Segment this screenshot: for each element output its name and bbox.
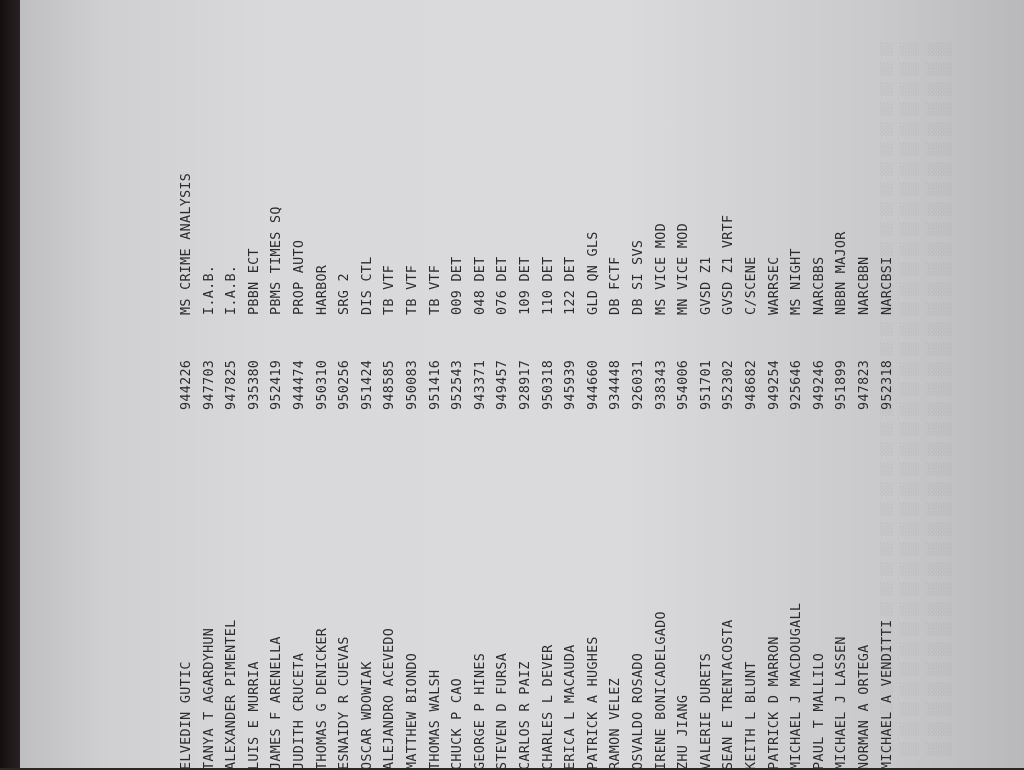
officer-name: THOMAS WALSH — [427, 669, 443, 770]
roster-row — [515, 150, 537, 770]
unit-assignment: 009 DET — [450, 256, 466, 315]
officer-name: THOMAS G DENICKER — [314, 627, 330, 770]
tax-number: 949246 — [811, 359, 827, 410]
officer-name: JAMES F ARENELLA — [269, 636, 285, 770]
tax-number: 948682 — [744, 359, 759, 410]
tax-number: 951899 — [834, 359, 850, 410]
unit-assignment: TB VTF — [382, 264, 398, 315]
tax-number: 938343 — [653, 359, 669, 410]
officer-name: CHARLES L DEVER — [540, 644, 556, 770]
roster-row — [447, 150, 469, 770]
tax-number: 952419 — [269, 359, 285, 410]
unit-assignment: SRG 2 — [337, 273, 353, 315]
tax-number: 945939 — [563, 359, 579, 410]
roster-row — [718, 150, 740, 770]
roster-row — [741, 150, 763, 770]
tax-number: 949457 — [495, 359, 511, 410]
officer-name: OSVALDO ROSADO — [631, 652, 646, 770]
unit-assignment: TB VTF — [405, 264, 420, 315]
tax-number: 947823 — [857, 359, 872, 410]
unit-assignment: NARCBBN — [857, 256, 872, 315]
officer-name: MICHAEL J MACDOUGALL — [789, 602, 805, 770]
tax-number: 949254 — [766, 359, 782, 410]
roster-row — [831, 150, 853, 770]
roster-row — [266, 150, 288, 770]
roster-row — [334, 150, 356, 770]
officer-name: SEAN E TRENTACOSTA — [721, 619, 737, 770]
roster-row — [221, 150, 243, 770]
roster-row — [379, 150, 401, 770]
unit-assignment: C/SCENE — [744, 256, 759, 315]
tax-number: 951424 — [359, 359, 375, 410]
unit-assignment: PBBN ECT — [246, 248, 262, 315]
officer-name: ELVEDIN GUTIC — [179, 661, 194, 770]
unit-assignment: I.A.B. — [224, 264, 240, 315]
unit-assignment: MS CRIME ANALYSIS — [179, 172, 194, 315]
roster-row — [312, 150, 334, 770]
officer-name: VALERIE DURETS — [698, 652, 714, 770]
tax-number: 952302 — [721, 359, 737, 410]
roster-row — [583, 150, 605, 770]
unit-assignment: DB SI SVS — [631, 239, 646, 315]
officer-name: MICHAEL J LASSEN — [834, 636, 850, 770]
roster-row — [628, 150, 650, 770]
unit-assignment: NARCBBS — [811, 256, 827, 315]
roster-row — [696, 150, 718, 770]
officer-name: OSCAR WDOWIAK — [359, 661, 375, 770]
roster-row — [605, 150, 627, 770]
unit-assignment: I.A.B. — [201, 264, 217, 315]
unit-assignment: MS NIGHT — [789, 248, 805, 315]
officer-name: ALEJANDRO ACEVEDO — [382, 627, 398, 770]
tax-number: 948585 — [382, 359, 398, 410]
unit-assignment: GLD QN GLS — [585, 231, 601, 315]
unit-assignment: 048 DET — [472, 256, 488, 315]
tax-number: 950256 — [337, 359, 353, 410]
roster-list — [176, 150, 896, 770]
officer-name: STEVEN D FURSA — [495, 652, 511, 770]
officer-name: GEORGE P HINES — [472, 652, 488, 770]
roster-row — [492, 150, 514, 770]
officer-name: LUIS E MURRIA — [246, 661, 262, 770]
tax-number: 926031 — [631, 359, 646, 410]
unit-assignment: MN VICE MOD — [676, 223, 692, 315]
roster-row — [289, 150, 311, 770]
officer-name: IRENE BONICADELGADO — [653, 611, 669, 770]
roster-row — [673, 150, 695, 770]
unit-assignment: DB FCTF — [608, 256, 624, 315]
officer-name: MICHAEL A VENDITTI — [879, 619, 895, 770]
tax-number: 950083 — [405, 359, 420, 410]
roster-row — [402, 150, 424, 770]
officer-name: PATRICK D MARRON — [766, 636, 782, 770]
tax-number: 944474 — [292, 359, 307, 410]
unit-assignment: GVSD Z1 VRTF — [721, 214, 737, 315]
officer-name: PAUL T MALLILO — [811, 652, 827, 770]
unit-assignment: HARBOR — [314, 264, 330, 315]
unit-assignment: PBMS TIMES SQ — [269, 206, 285, 315]
tax-number: 950310 — [314, 359, 330, 410]
roster-row — [854, 150, 876, 770]
roster-row — [425, 150, 447, 770]
unit-assignment: 076 DET — [495, 256, 511, 315]
tax-number: 944660 — [585, 359, 601, 410]
officer-name: TANYA T AGARDYHUN — [201, 627, 217, 770]
roster-row — [877, 150, 899, 770]
tax-number: 954006 — [676, 359, 692, 410]
officer-name: RAMON VELEZ — [608, 678, 624, 770]
roster-row — [357, 150, 379, 770]
tax-number: 944226 — [179, 359, 194, 410]
show-through-text: ░░ ░░░ ░░░░ ░░ ░░░ ░░░░ ░░ ░░░ ░░░░ ░░ ░░░ ░░░░ ░░ ░░░ ░░░░ ░░ ░░░ ░░░░ ░░ ░░░ ░░░░ ░░ ░░░ ░░░░ ░░ ░░░ ░░░░ ░░ ░░░ ░░░░ ░░ ░░░ ░░░░ ░░ ░░░ ░░░░ ░░ ░░░ ░░░░ ░░ ░░░ ░░░░ ░░ ░░░ ░░░░ ░░ ░░░ ░░░░ ░░ ░░░ ░░░░ ░░ ░░░ ░░░░ ░░ ░░░ ░░░░ ░░ ░░░ ░░░░ ░░ ░░░ ░░░░ ░░ ░░░ ░░░░ ░░ ░░░ ░░░░ ░░ ░░░ ░░░░ ░░ ░░░ ░░░░ ░░ ░░░ ░░░░ ░░ ░░░ ░░░░ ░░ ░░░ ░░░░ ░░ ░░░ ░░░░ ░░ ░░░ ░░░░ ░░ ░░░ ░░░░ ░░ ░░░ ░░░░ ░░ ░░░ ░░░░ ░░ ░░░ ░░░░ ░░ ░░░ ░░░░ ░░ ░░░ ░░░░ — [880, 43, 953, 756]
officer-name: ALEXANDER PIMENTEL — [224, 619, 240, 770]
officer-name: PATRICK A HUGHES — [585, 636, 601, 770]
unit-assignment: MS VICE MOD — [653, 223, 669, 315]
roster-row — [538, 150, 560, 770]
officer-name: CARLOS R PAIZ — [518, 661, 533, 770]
roster-row — [244, 150, 266, 770]
officer-name: MATTHEW BIONDO — [405, 652, 420, 770]
officer-name: JUDITH CRUCETA — [292, 652, 307, 770]
tax-number: 925646 — [789, 359, 805, 410]
unit-assignment: 109 DET — [518, 256, 533, 315]
roster-row — [764, 150, 786, 770]
unit-assignment: GVSD Z1 — [698, 256, 714, 315]
officer-name: ESNAIDY R CUEVAS — [337, 636, 353, 770]
tax-number: 952543 — [450, 359, 466, 410]
unit-assignment: 110 DET — [540, 256, 556, 315]
tax-number: 951416 — [427, 359, 443, 410]
officer-name: ERICA L MACAUDA — [563, 644, 579, 770]
roster-row — [651, 150, 673, 770]
unit-assignment: WARRSEC — [766, 256, 782, 315]
tax-number: 951701 — [698, 359, 714, 410]
officer-name: ZHU JIANG — [676, 694, 692, 770]
tax-number: 928917 — [518, 359, 533, 410]
officer-name: KEITH L BLUNT — [744, 661, 759, 770]
roster-row — [199, 150, 221, 770]
unit-assignment: NARCBSI — [879, 256, 895, 315]
tax-number: 934448 — [608, 359, 624, 410]
roster-row — [560, 150, 582, 770]
tax-number: 952318 — [879, 359, 895, 410]
officer-name: NORMAN A ORTEGA — [857, 644, 872, 770]
roster-row — [809, 150, 831, 770]
officer-name: CHUCK P CAO — [450, 678, 466, 770]
tax-number: 947825 — [224, 359, 240, 410]
roster-row — [176, 150, 198, 770]
roster-row — [786, 150, 808, 770]
unit-assignment: PROP AUTO — [292, 239, 307, 315]
tax-number: 950318 — [540, 359, 556, 410]
tax-number: 943371 — [472, 359, 488, 410]
unit-assignment: 122 DET — [563, 256, 579, 315]
tax-number: 935380 — [246, 359, 262, 410]
table-edge — [0, 0, 22, 768]
tax-number: 947703 — [201, 359, 217, 410]
roster-row — [470, 150, 492, 770]
unit-assignment: NBBN MAJOR — [834, 231, 850, 315]
unit-assignment: TB VTF — [427, 264, 443, 315]
unit-assignment: DIS CTL — [359, 256, 375, 315]
